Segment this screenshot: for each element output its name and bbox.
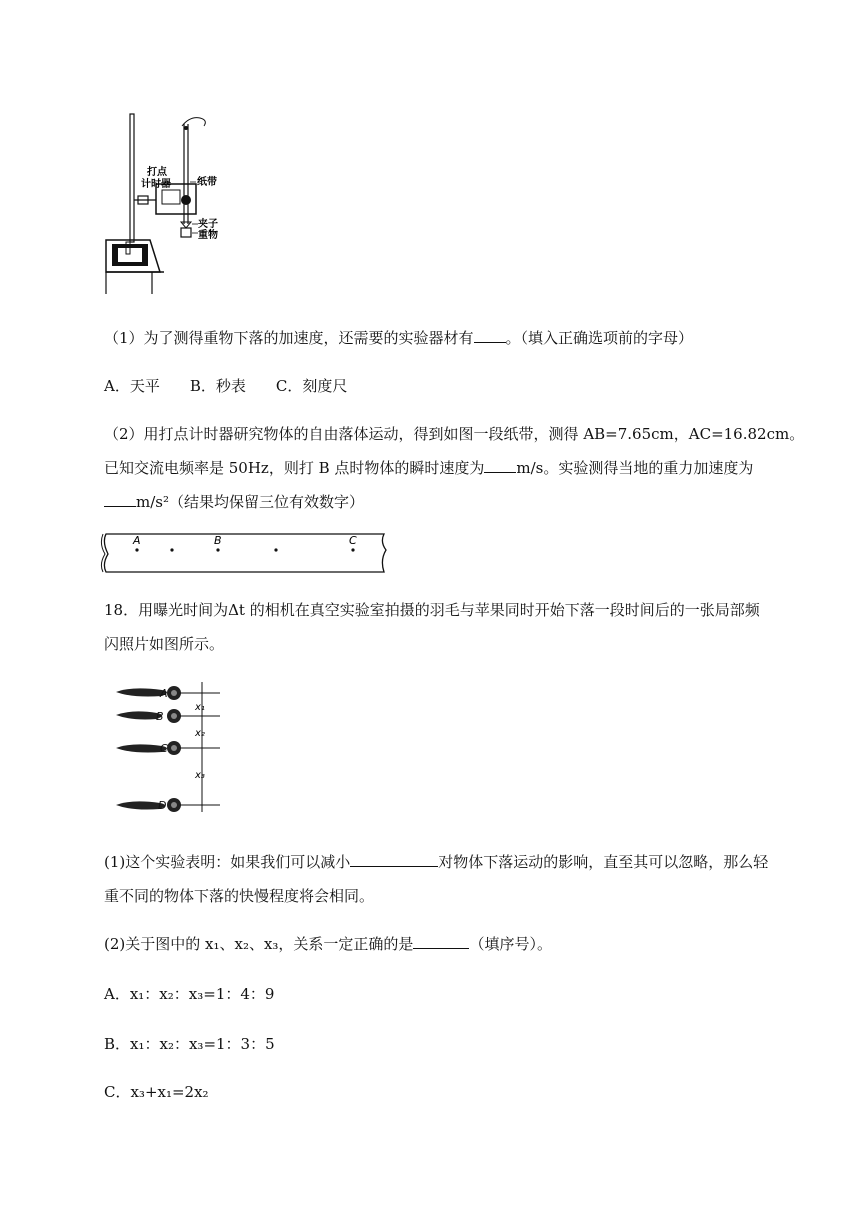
q18-intro-line1: 18．用曝光时间为Δt 的相机在真空实验室拍摄的羽毛与苹果同时开始下落一段时间后的一张局部频 xyxy=(104,601,760,619)
label-tape: 纸带 xyxy=(197,177,217,188)
q17-part2-line2 xyxy=(104,458,753,478)
note-text: （结果均保留三位有效数字） xyxy=(169,493,365,511)
tape-dot xyxy=(274,548,277,551)
tape-dot-b xyxy=(216,548,219,551)
answer-blank-velocity[interactable] xyxy=(484,458,516,473)
x2-label: x₂ xyxy=(195,728,205,739)
strobe-label-c: C xyxy=(160,742,168,755)
x3-label: x₃ xyxy=(195,770,205,781)
x1-label: x₁ xyxy=(195,702,205,713)
q17-part1-text-a: （1）为了测得重物下落的加速度，还需要的实验器材有 xyxy=(104,329,474,347)
label-weight: 重物 xyxy=(198,230,218,241)
tape-label-c: C xyxy=(349,534,357,547)
feather-apple-b xyxy=(116,709,181,723)
feather-apple-a xyxy=(116,686,181,700)
q17-part2-text-a: 已知交流电频率是 50Hz，则打 B 点时物体的瞬时速度为 xyxy=(104,459,485,477)
q18-part2-text-a: (2)关于图中的 x₁、x₂、x₃，关系一定正确的是 xyxy=(104,935,414,953)
q18-option-b: B．x₁：x₂：x₃=1：3：5 xyxy=(104,1035,275,1053)
q17-part2-text-b: m/s。实验测得当地的重力加速度为 xyxy=(516,459,754,477)
label-timer-2: 计时器 xyxy=(141,179,171,190)
unit-text: m/s² xyxy=(136,493,169,511)
strobe-label-a: A xyxy=(160,687,168,700)
q18-part1-text-a: (1)这个实验表明：如果我们可以减小 xyxy=(104,853,351,871)
strobe-label-b: B xyxy=(156,710,164,723)
tape-dot xyxy=(170,548,173,551)
q18-option-a: A．x₁：x₂：x₃=1：4：9 xyxy=(104,985,275,1003)
q17-part1-text-b: 。（填入正确选项前的字母） xyxy=(505,329,694,347)
q18-part1-line1 xyxy=(104,852,768,872)
apparatus-figure xyxy=(104,112,224,297)
tape-dot-c xyxy=(351,548,354,551)
q18-part1-text-b: 对物体下落运动的影响，直至其可以忽略，那么轻 xyxy=(438,853,769,871)
q17-options: A．天平 B．秒表 C．刻度尺 xyxy=(104,377,348,395)
answer-blank-gravity[interactable] xyxy=(104,492,136,507)
feather-apple-c xyxy=(116,741,181,755)
label-clip: 夹子 xyxy=(198,219,218,230)
q17-part2-line1: （2）用打点计时器研究物体的自由落体运动，得到如图一段纸带，测得 AB=7.65cm，AC=16.82cm。 xyxy=(104,425,805,443)
strobe-photo-figure xyxy=(112,678,228,818)
label-timer-1: 打点 xyxy=(147,167,167,178)
tape-label-a: A xyxy=(133,534,141,547)
tape-label-b: B xyxy=(214,534,222,547)
paper-tape-figure xyxy=(100,530,390,578)
strobe-label-d: D xyxy=(158,799,167,812)
q17-part1 xyxy=(104,328,693,348)
tape-dot-a xyxy=(135,548,138,551)
feather-apple-d xyxy=(116,798,181,812)
q17-part2-line3 xyxy=(104,492,364,512)
q18-intro-line2: 闪照片如图所示。 xyxy=(104,635,225,653)
q18-option-c: C．x₃+x₁=2x₂ xyxy=(104,1083,209,1101)
q18-part2 xyxy=(104,934,552,954)
answer-blank-factor[interactable] xyxy=(350,852,438,867)
q18-part1-line2: 重不同的物体下落的快慢程度将会相同。 xyxy=(104,887,375,905)
answer-blank-choice[interactable] xyxy=(413,934,469,949)
answer-blank[interactable] xyxy=(474,328,506,343)
q18-part2-text-b: （填序号）。 xyxy=(469,935,552,953)
